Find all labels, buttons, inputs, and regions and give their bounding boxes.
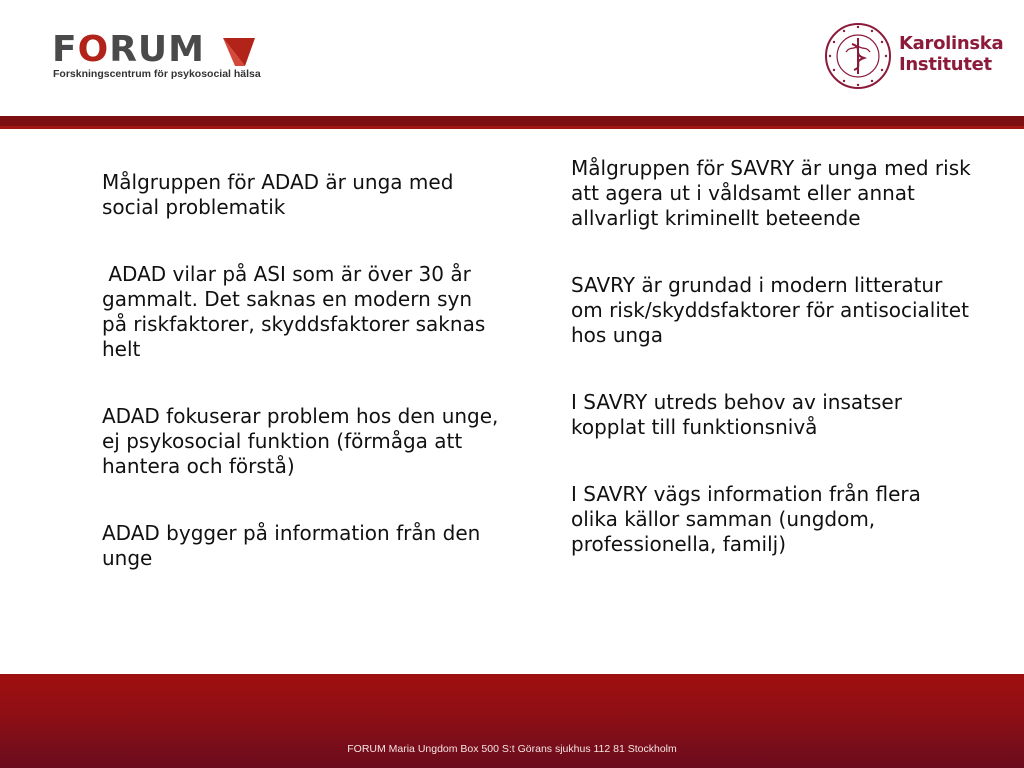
savry-point: SAVRY är grundad i modern litteratur om risk/skyddsfaktorer för antisocialitet hos unga: [571, 273, 976, 347]
forum-logo: [52, 29, 262, 84]
ki-name-line1: Karolinska: [899, 33, 1004, 54]
adad-point: ADAD bygger på information från den unge: [102, 521, 487, 570]
savry-point: I SAVRY vägs information från flera olika källor samman (ungdom, professionella, familj): [571, 482, 928, 556]
ki-name-line2: Institutet: [899, 54, 992, 75]
adad-point: ADAD vilar på ASI som är över 30 år gammalt. Det saknas en modern syn på riskfaktorer, skyddsfaktorer saknas helt: [102, 262, 492, 361]
forum-tagline: Forskningscentrum för psykosocial hälsa: [53, 68, 261, 80]
savry-point: I SAVRY utreds behov av insatser kopplat till funktionsnivå: [571, 390, 909, 439]
karolinska-seal-icon: [824, 22, 892, 90]
header-divider-line: [0, 126, 1024, 129]
karolinska-logo: [824, 22, 1004, 92]
adad-column: [102, 170, 505, 571]
adad-point: Målgruppen för ADAD är unga med social problematik: [102, 170, 460, 219]
adad-point: ADAD fokuserar problem hos den unge, ej psykosocial funktion (förmåga att hantera och förstå): [102, 404, 505, 478]
savry-point: Målgruppen för SAVRY är unga med risk att agera ut i våldsamt eller annat allvarligt kriminellt beteende: [571, 156, 978, 230]
footer-address: FORUM Maria Ungdom Box 500 S:t Görans sjukhus 112 81 Stockholm: [347, 743, 677, 755]
header-divider-band: [0, 116, 1024, 126]
forum-wordmark: FORUM: [52, 29, 205, 70]
forum-triangle-icon: [223, 38, 255, 66]
savry-column: [571, 156, 978, 557]
karolinska-name: [899, 33, 1003, 75]
slide-header: [0, 0, 1024, 118]
slide-footer: [0, 674, 1024, 768]
